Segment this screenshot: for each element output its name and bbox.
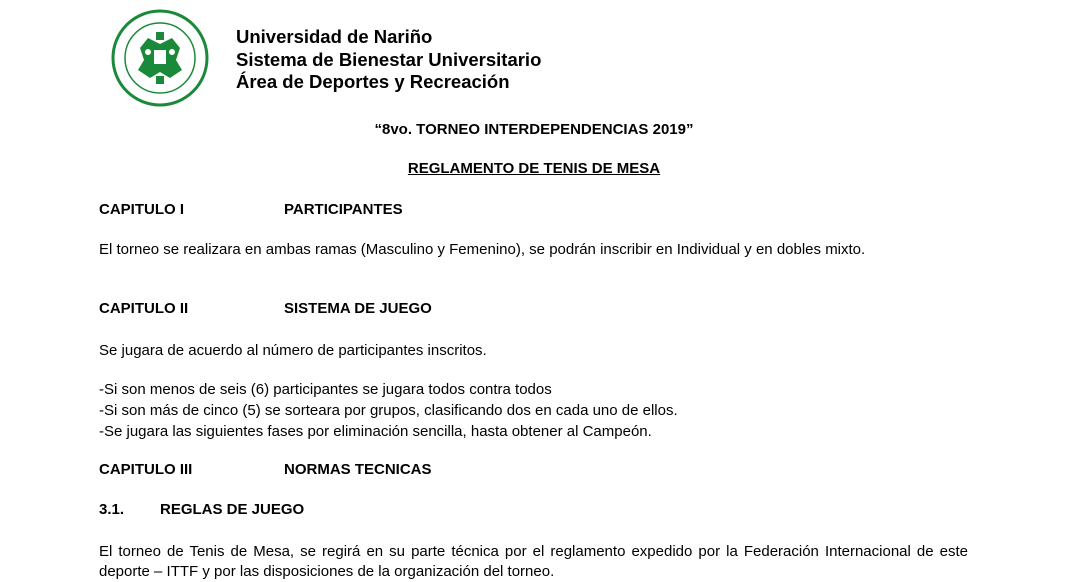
- chapter1-title: PARTICIPANTES: [284, 201, 403, 218]
- event-title: “8vo. TORNEO INTERDEPENDENCIAS 2019”: [374, 121, 694, 138]
- list-item: -Se jugara las siguientes fases por eliminación sencilla, hasta obtener al Campeón.: [99, 423, 652, 440]
- header-area: Área de Deportes y Recreación: [236, 71, 510, 92]
- chapter3-text: El torneo de Tenis de Mesa, se regirá en su parte técnica por el reglamento expedido por la Federación Internacional de este deporte – ITTF y por las disposiciones de la organización del torneo.: [99, 543, 968, 580]
- chapter2-number: CAPITULO II: [99, 300, 189, 317]
- chapter1-text: El torneo se realizara en ambas ramas (Masculino y Femenino), se podrán inscribir en Individual y en dobles mixto.: [99, 241, 866, 258]
- header-university: Universidad de Nariño: [236, 26, 433, 47]
- chapter3-number: CAPITULO III: [99, 461, 193, 478]
- regulation-title-text: REGLAMENTO DE TENIS DE MESA: [407, 160, 661, 177]
- section-title: REGLAS DE JUEGO: [160, 501, 305, 518]
- institution-header: [236, 26, 541, 94]
- chapter2-title: SISTEMA DE JUEGO: [284, 300, 432, 317]
- header-system: Sistema de Bienestar Universitario: [236, 48, 542, 70]
- section-number: 3.1.: [99, 501, 125, 518]
- university-seal-logo: [110, 8, 210, 108]
- regulation-title: [0, 160, 1068, 177]
- chapter3-title: NORMAS TECNICAS: [284, 461, 432, 478]
- list-item: -Si son más de cinco (5) se sorteara por grupos, clasificando dos en cada uno de ellos.: [99, 402, 678, 419]
- list-item: -Si son menos de seis (6) participantes se jugara todos contra todos: [99, 381, 552, 398]
- chapter2-intro: Se jugara de acuerdo al número de participantes inscritos.: [99, 342, 487, 359]
- chapter1-number: CAPITULO I: [99, 201, 184, 218]
